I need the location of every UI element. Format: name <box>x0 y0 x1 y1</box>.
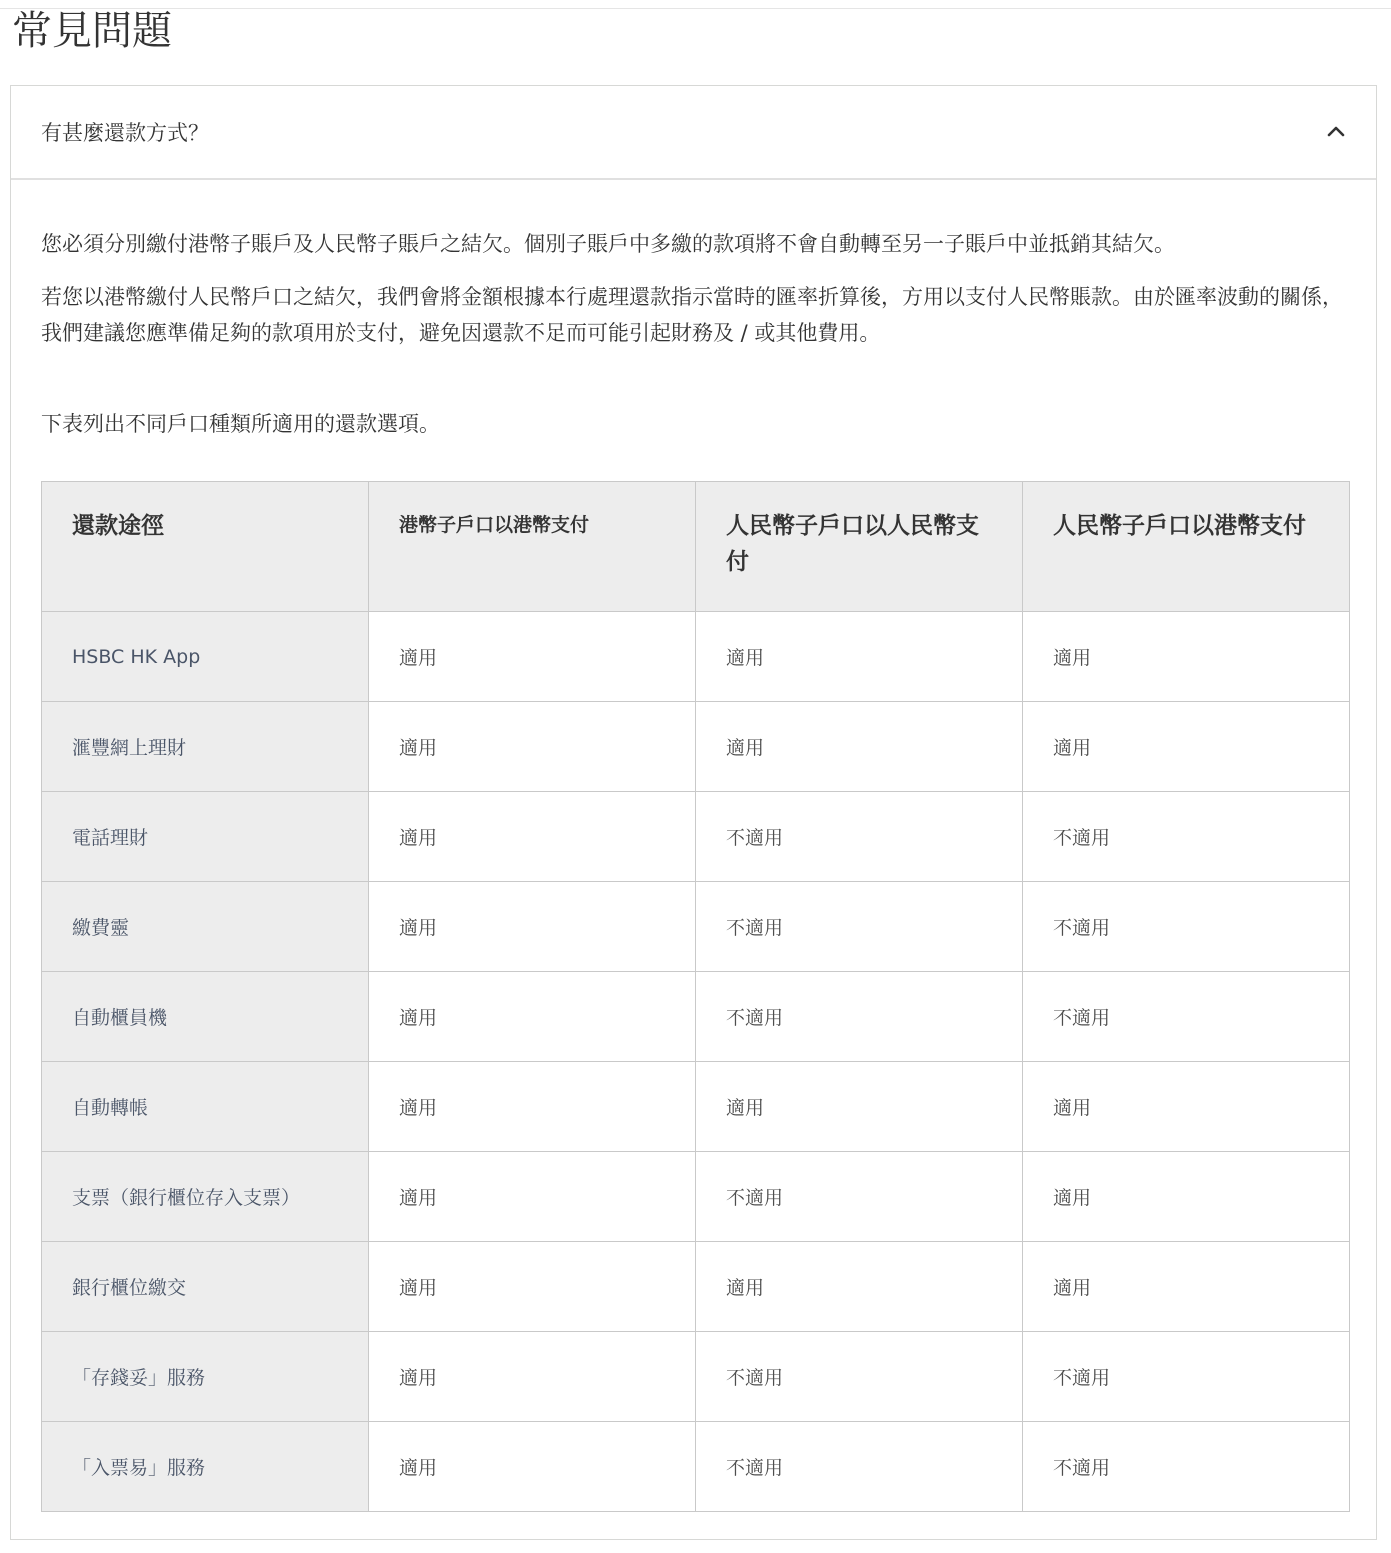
availability-cell: 適用 <box>369 1152 696 1242</box>
availability-cell: 適用 <box>1023 612 1350 702</box>
availability-cell: 適用 <box>1023 702 1350 792</box>
table-row <box>42 1062 1350 1152</box>
faq-question: 有甚麼還款方式？ <box>41 121 209 145</box>
availability-cell: 適用 <box>369 612 696 702</box>
availability-cell: 不適用 <box>696 1152 1023 1242</box>
payment-channel-cell: 銀行櫃位繳交 <box>42 1242 369 1332</box>
availability-cell: 適用 <box>369 1332 696 1422</box>
payment-channel-cell: HSBC HK App <box>42 612 369 702</box>
payment-channel-cell: 「存錢妥」服務 <box>42 1332 369 1422</box>
faq-question-toggle[interactable] <box>11 86 1376 180</box>
column-header: 還款途徑 <box>42 482 369 612</box>
table-row <box>42 702 1350 792</box>
table-row <box>42 1332 1350 1422</box>
top-divider <box>0 8 1391 9</box>
availability-cell: 適用 <box>369 792 696 882</box>
column-header: 港幣子戶口以港幣支付 <box>369 482 696 612</box>
availability-cell: 適用 <box>1023 1242 1350 1332</box>
table-header-row <box>42 482 1350 612</box>
availability-cell: 不適用 <box>1023 1332 1350 1422</box>
availability-cell: 不適用 <box>1023 792 1350 882</box>
availability-cell: 不適用 <box>696 1422 1023 1512</box>
faq-paragraph: 若您以港幣繳付人民幣戶口之結欠，我們會將金額根據本行處理還款指示當時的匯率折算後，方用以支付人民幣賬款。由於匯率波動的關係，我們建議您應準備足夠的款項用於支付，避免因還款不足而可能引起財務及 / 或其他費用。 <box>41 285 1343 345</box>
table-row <box>42 882 1350 972</box>
page-title: 常見問題 <box>12 8 172 54</box>
payment-channel-cell: 自動轉帳 <box>42 1062 369 1152</box>
availability-cell: 適用 <box>369 1242 696 1332</box>
availability-cell: 不適用 <box>1023 1422 1350 1512</box>
availability-cell: 適用 <box>369 972 696 1062</box>
faq-paragraph: 您必須分別繳付港幣子賬戶及人民幣子賬戶之結欠。個別子賬戶中多繳的款項將不會自動轉至另一子賬戶中並抵銷其結欠。 <box>41 232 1175 256</box>
table-body <box>42 612 1350 1512</box>
availability-cell: 適用 <box>696 1242 1023 1332</box>
payment-channel-cell: 繳費靈 <box>42 882 369 972</box>
payment-channel-cell: 支票（銀行櫃位存入支票） <box>42 1152 369 1242</box>
availability-cell: 適用 <box>369 1422 696 1512</box>
column-header: 人民幣子戶口以人民幣支付 <box>696 482 1023 612</box>
table-row <box>42 612 1350 702</box>
column-header: 人民幣子戶口以港幣支付 <box>1023 482 1350 612</box>
availability-cell: 不適用 <box>696 882 1023 972</box>
faq-accordion <box>10 85 1377 1540</box>
availability-cell: 適用 <box>696 1062 1023 1152</box>
payment-channel-cell: 自動櫃員機 <box>42 972 369 1062</box>
payment-channel-cell: 滙豐網上理財 <box>42 702 369 792</box>
table-row <box>42 972 1350 1062</box>
chevron-up-icon[interactable] <box>1324 119 1348 143</box>
payment-channel-cell: 「入票易」服務 <box>42 1422 369 1512</box>
availability-cell: 適用 <box>696 612 1023 702</box>
availability-cell: 不適用 <box>1023 882 1350 972</box>
availability-cell: 適用 <box>369 882 696 972</box>
availability-cell: 不適用 <box>696 1332 1023 1422</box>
availability-cell: 適用 <box>696 702 1023 792</box>
availability-cell: 適用 <box>369 1062 696 1152</box>
availability-cell: 適用 <box>1023 1152 1350 1242</box>
availability-cell: 不適用 <box>696 792 1023 882</box>
availability-cell: 不適用 <box>1023 972 1350 1062</box>
availability-cell: 適用 <box>1023 1062 1350 1152</box>
availability-cell: 適用 <box>369 702 696 792</box>
table-row <box>42 792 1350 882</box>
faq-paragraph: 下表列出不同戶口種類所適用的還款選項。 <box>41 412 440 436</box>
table-row <box>42 1422 1350 1512</box>
availability-cell: 不適用 <box>696 972 1023 1062</box>
table-row <box>42 1242 1350 1332</box>
payment-channel-cell: 電話理財 <box>42 792 369 882</box>
table-row <box>42 1152 1350 1242</box>
repayment-options-table <box>41 481 1350 1512</box>
